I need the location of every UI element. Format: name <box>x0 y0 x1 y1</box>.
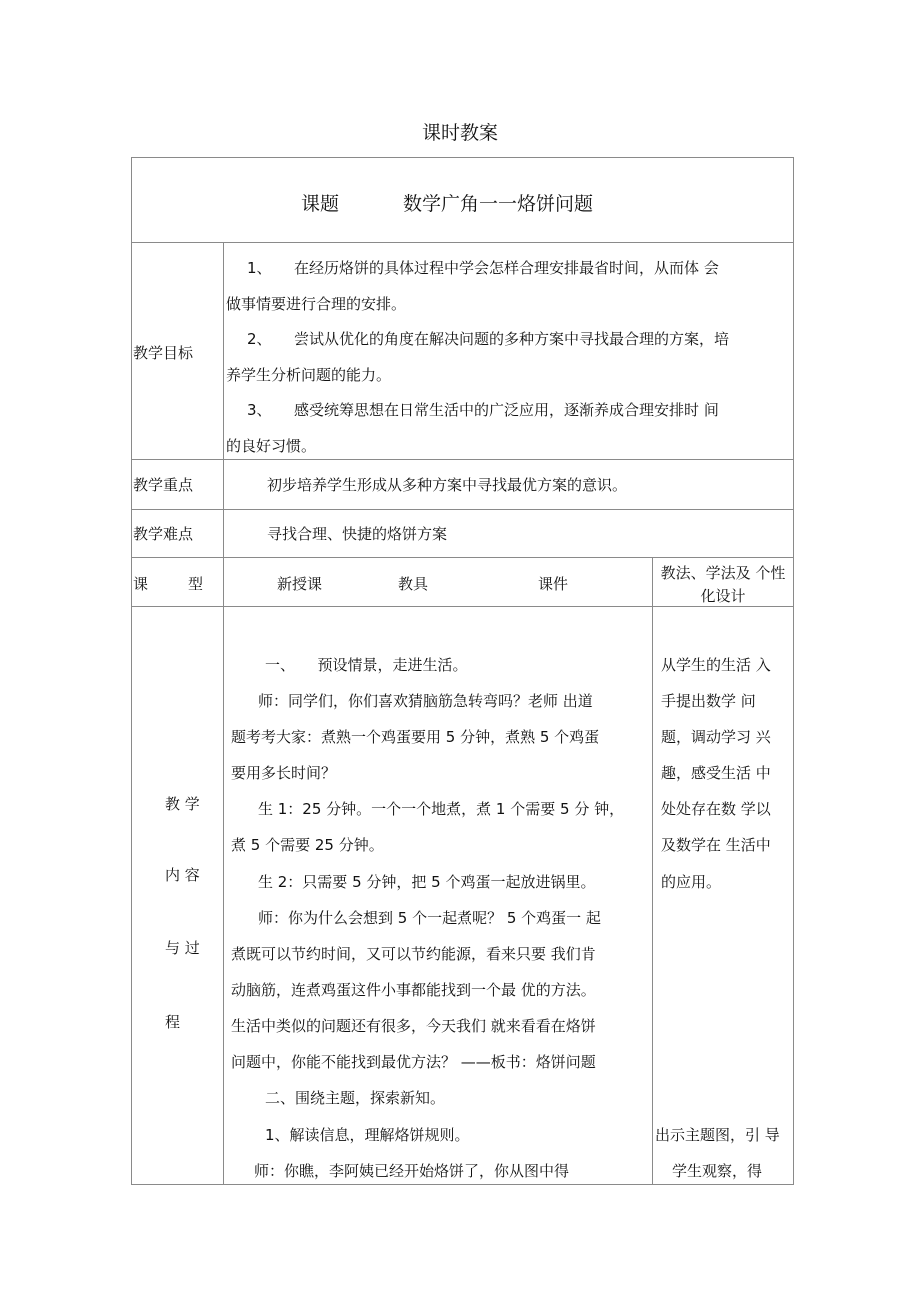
objective-line: 2、 尝试从优化的角度在解决问题的多种方案中寻找最合理的方案，培 <box>247 330 730 348</box>
teaching-tool-label: 教具 <box>398 575 429 593</box>
course-type-value: 新授课 <box>277 575 323 593</box>
content-line: 煮 5 个需要 25 分钟。 <box>231 836 384 854</box>
objectives-label: 教学目标 <box>133 344 194 362</box>
content-line: 二、围绕主题，探索新知。 <box>265 1089 446 1107</box>
note-line: 的应用。 <box>661 873 722 891</box>
content-line: 生 2：只需要 5 分钟，把 5 个鸡蛋一起放进锅里。 <box>258 873 596 891</box>
note-line: 出示主题图，引 导 <box>655 1126 780 1144</box>
note-line: 手提出数学 问 <box>661 692 756 710</box>
process-label-line: 教 学 <box>165 795 200 813</box>
key-point-value: 初步培养学生形成从多种方案中寻找最优方案的意识。 <box>267 476 628 494</box>
content-line: 生活中类似的问题还有很多，今天我们 就来看看在烙饼 <box>231 1017 596 1035</box>
note-line: 及数学在 生活中 <box>661 836 771 854</box>
course-type-label-a: 课 <box>133 575 149 593</box>
content-line: 题考考大家：煮熟一个鸡蛋要用 5 分钟，煮熟 5 个鸡蛋 <box>231 728 600 746</box>
content-line: 师：同学们，你们喜欢猜脑筋急转弯吗？老师 出道 <box>258 692 593 710</box>
difficulty-label: 教学难点 <box>133 525 194 543</box>
note-line: 题，调动学习 兴 <box>661 728 771 746</box>
objective-line: 1、 在经历烙饼的具体过程中学会怎样合理安排最省时间，从而体 会 <box>247 259 719 277</box>
content-line: 一、 预设情景，走进生活。 <box>265 656 468 674</box>
note-line: 趣，感受生活 中 <box>661 764 771 782</box>
content-line: 要用多长时间？ <box>231 764 337 782</box>
course-type-label-b: 型 <box>188 575 204 593</box>
objective-line: 养学生分析问题的能力。 <box>226 366 392 384</box>
content-line: 动脑筋，连煮鸡蛋这件小事都能找到一个最 优的方法。 <box>231 981 596 999</box>
objective-line: 做事情要进行合理的安排。 <box>226 295 407 313</box>
process-label-line: 与 过 <box>165 939 200 957</box>
content-line: 师：你为什么会想到 5 个一起煮呢？ 5 个鸡蛋一 起 <box>258 909 601 927</box>
content-line: 1、解读信息，理解烙饼规则。 <box>265 1126 470 1144</box>
note-line: 学生观察，得 <box>672 1162 763 1180</box>
process-label-line: 内 容 <box>165 866 200 884</box>
method-header-line2: 化设计 <box>700 587 746 605</box>
note-line: 从学生的生活 入 <box>661 656 771 674</box>
content-line: 师：你瞧，李阿姨已经开始烙饼了，你从图中得 <box>254 1162 570 1180</box>
topic-label: 课题 <box>301 193 340 215</box>
objective-line: 的良好习惯。 <box>226 437 317 455</box>
objective-line: 3、 感受统筹思想在日常生活中的广泛应用，逐渐养成合理安排时 间 <box>247 401 719 419</box>
note-line: 处处存在数 学以 <box>661 800 771 818</box>
page-title: 课时教案 <box>421 122 498 144</box>
method-header-line1: 教法、学法及 个性 <box>660 564 786 582</box>
process-label-line: 程 <box>165 1013 181 1031</box>
key-point-label: 教学重点 <box>133 476 194 494</box>
content-line: 问题中，你能不能找到最优方法？ ——板书：烙饼问题 <box>231 1053 596 1071</box>
content-line: 煮既可以节约时间，又可以节约能源，看来只要 我们肯 <box>231 945 596 963</box>
difficulty-value: 寻找合理、快捷的烙饼方案 <box>267 525 448 543</box>
content-line: 生 1：25 分钟。一个一个地煮，煮 1 个需要 5 分 钟， <box>258 800 625 818</box>
teaching-tool-value: 课件 <box>538 575 569 593</box>
topic-value: 数学广角一一烙饼问题 <box>403 193 594 215</box>
